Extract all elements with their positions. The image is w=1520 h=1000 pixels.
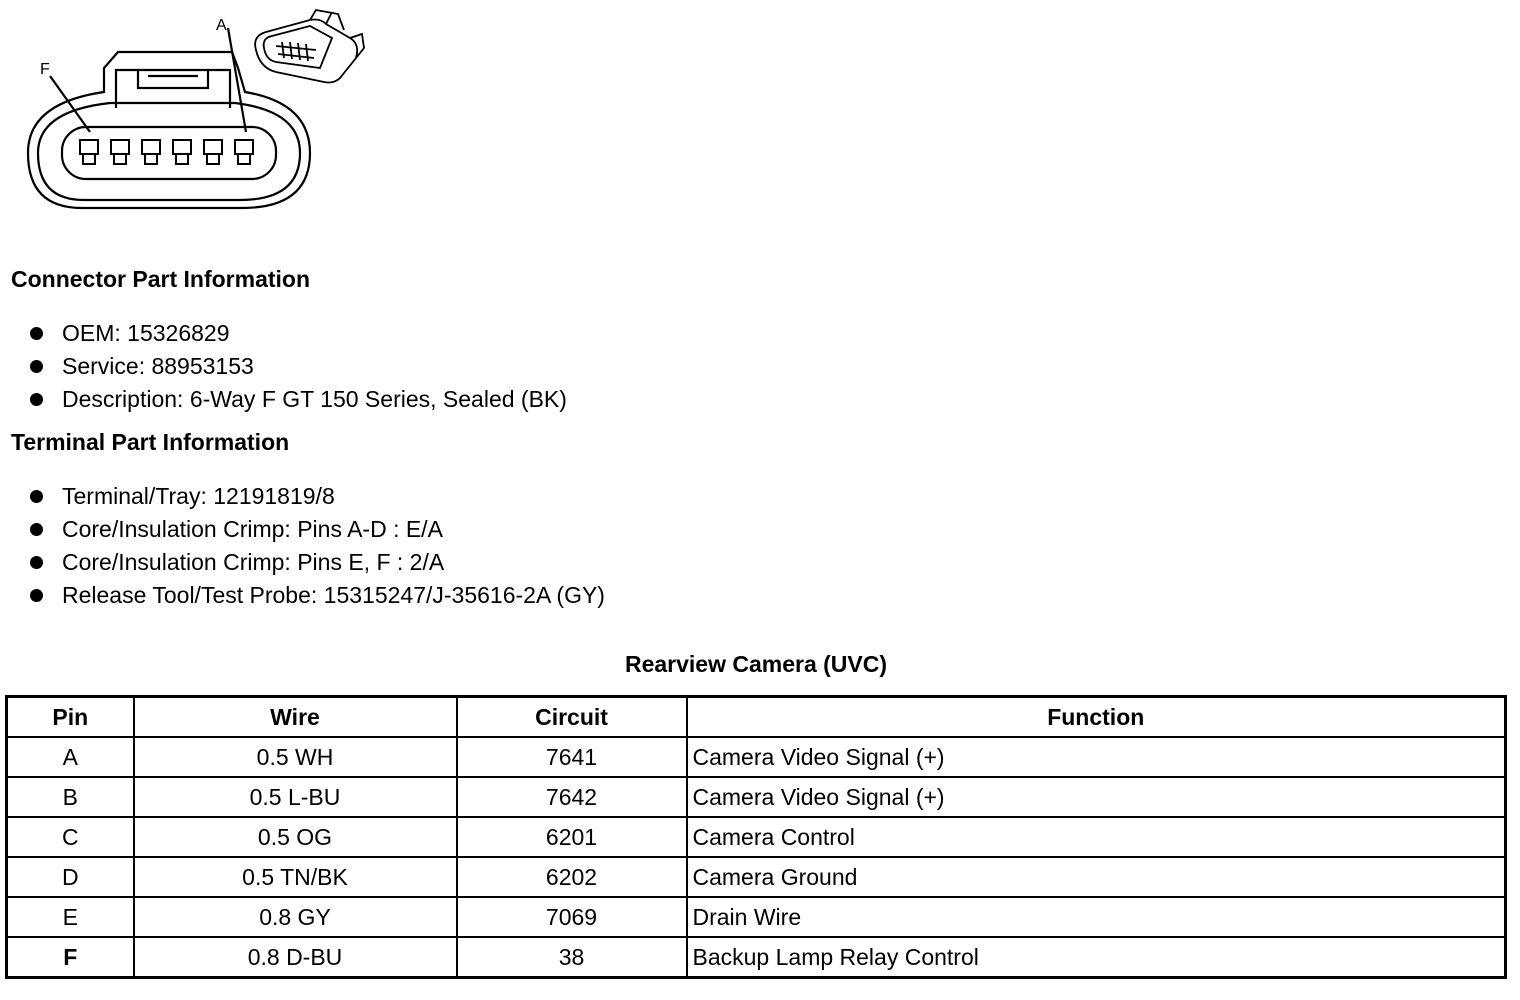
list-item: Terminal/Tray: 12191819/8 xyxy=(28,480,605,513)
cell-pin: F xyxy=(7,937,134,978)
pin-label-a: A xyxy=(216,17,227,34)
cell-circuit: 38 xyxy=(457,937,687,978)
pin-label-f: F xyxy=(40,61,50,78)
cell-circuit: 7641 xyxy=(457,737,687,777)
cell-circuit: 7069 xyxy=(457,897,687,937)
cell-wire: 0.8 D-BU xyxy=(134,937,457,978)
table-row xyxy=(7,937,1506,978)
cell-pin: C xyxy=(7,817,134,857)
table-caption: Rearview Camera (UVC) xyxy=(624,651,888,677)
terminal-info-list xyxy=(28,480,605,612)
connector-diagram xyxy=(20,8,380,218)
table-header-row xyxy=(7,697,1506,738)
cell-function: Camera Video Signal (+) xyxy=(687,777,1506,817)
table-row xyxy=(7,897,1506,937)
connector-info-list xyxy=(28,317,567,416)
table-row xyxy=(7,857,1506,897)
cell-circuit: 6201 xyxy=(457,817,687,857)
pin-terminal-c xyxy=(173,140,191,164)
table-row xyxy=(7,777,1506,817)
cell-wire: 0.5 OG xyxy=(134,817,457,857)
pin-terminal-e xyxy=(111,140,129,164)
leader-line-f xyxy=(50,76,90,132)
table-row xyxy=(7,737,1506,777)
table-row xyxy=(7,817,1506,857)
list-item: Description: 6-Way F GT 150 Series, Sealed (BK) xyxy=(28,383,567,416)
pinout-table xyxy=(5,695,1507,979)
list-item: OEM: 15326829 xyxy=(28,317,567,350)
header-function: Function xyxy=(687,697,1506,738)
cell-function: Camera Video Signal (+) xyxy=(687,737,1506,777)
connector-info-title: Connector Part Information xyxy=(11,266,311,292)
cell-wire: 0.5 TN/BK xyxy=(134,857,457,897)
list-item: Core/Insulation Crimp: Pins A-D : E/A xyxy=(28,513,605,546)
pin-terminal-b xyxy=(204,140,222,164)
list-item: Release Tool/Test Probe: 15315247/J-35616-2A (GY) xyxy=(28,579,605,612)
cell-pin: E xyxy=(7,897,134,937)
cell-function: Camera Control xyxy=(687,817,1506,857)
cell-pin: A xyxy=(7,737,134,777)
pin-terminal-d xyxy=(142,140,160,164)
cell-circuit: 6202 xyxy=(457,857,687,897)
list-item: Core/Insulation Crimp: Pins E, F : 2/A xyxy=(28,546,605,579)
cell-wire: 0.5 L-BU xyxy=(134,777,457,817)
header-wire: Wire xyxy=(134,697,457,738)
cell-pin: B xyxy=(7,777,134,817)
pin-terminal-f xyxy=(80,140,98,164)
cell-wire: 0.8 GY xyxy=(134,897,457,937)
pin-terminal-a xyxy=(235,140,253,164)
cell-wire: 0.5 WH xyxy=(134,737,457,777)
connector-housing-inner xyxy=(38,103,300,200)
cell-circuit: 7642 xyxy=(457,777,687,817)
terminal-info-title: Terminal Part Information xyxy=(11,429,290,455)
list-item: Service: 88953153 xyxy=(28,350,567,383)
cell-function: Drain Wire xyxy=(687,897,1506,937)
cell-function: Camera Ground xyxy=(687,857,1506,897)
cell-pin: D xyxy=(7,857,134,897)
cell-function: Backup Lamp Relay Control xyxy=(687,937,1506,978)
header-pin: Pin xyxy=(7,697,134,738)
connector-3d-view xyxy=(255,10,364,83)
header-circuit: Circuit xyxy=(457,697,687,738)
